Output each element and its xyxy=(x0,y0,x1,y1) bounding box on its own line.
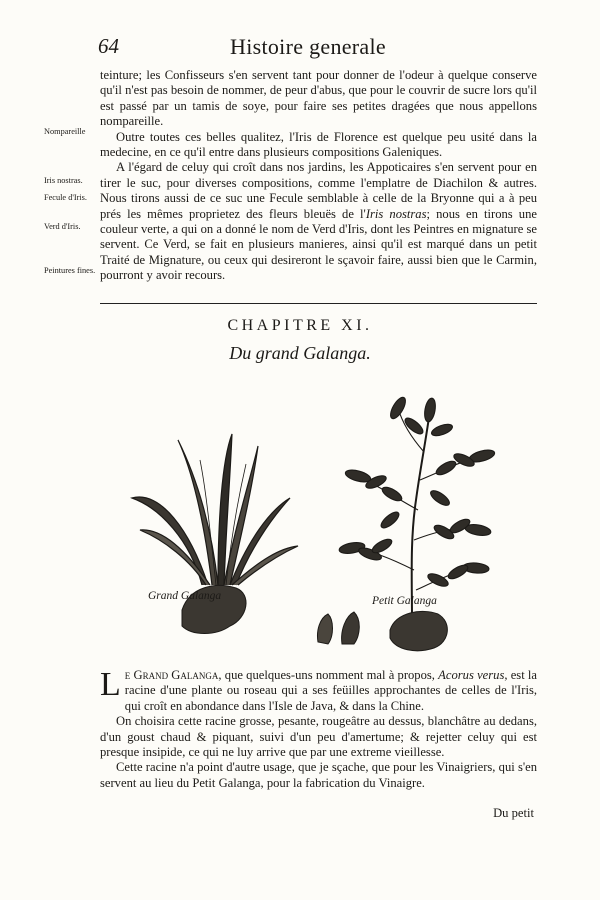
page-number: 64 xyxy=(98,34,119,58)
root-fragment-1 xyxy=(317,614,332,644)
margin-note-iris-nostras: Iris nostras. xyxy=(44,176,83,185)
paragraph-choisira: On choisira cette racine grosse, pesante, rougeâtre au dessus, blanchâtre au dedans, d'un goust chaud & piquant, suivi d'un peu d'amertume; & rejetter celuy qui est presque insipide, ce qui ne luy arrive que par une extreme vieillesse. xyxy=(100,714,537,760)
margin-note-fecule: Fecule d'Iris. xyxy=(44,193,87,202)
petit-galanga-root xyxy=(390,611,447,650)
caption-grand-galanga: Grand Galanga xyxy=(148,590,222,602)
chapter-heading: CHAPITRE XI. xyxy=(227,317,373,334)
section-rule xyxy=(100,303,537,304)
iris-nostras-italic: Iris nostras xyxy=(365,206,427,221)
petit-galanga-plant xyxy=(338,395,496,620)
running-title: Histoire generale xyxy=(230,34,386,59)
caption-petit-galanga: Petit Galanga xyxy=(372,595,437,607)
paragraph-teinture: teinture; les Confisseurs s'en servent tant pour donner de l'odeur à quelque conserve qu'il n'est pas besoin de nommer, de peur d'abus, que pour le couvrir de sucre lors qu'il est passé par un tamis de soye, pour faire ses petites dragées que nous appellons nompareille. xyxy=(100,68,537,129)
root-fragment-2 xyxy=(342,612,360,644)
acorus-verus-italic: Acorus verus xyxy=(438,668,505,682)
drop-cap: L xyxy=(100,666,121,703)
paragraph-grand-galanga: Le Grand Galanga, que quelques-uns nomment mal à propos, Acorus verus, est la racine d'une plante ou roseau qui a ses feüilles approchantes de celles de l'Iris, qui croît en abondance dans l'Isle de Java, & dans la Chine. xyxy=(100,666,537,713)
bottom-text-block xyxy=(100,668,537,791)
grand-galanga-plant xyxy=(132,434,298,585)
galanga-illustration xyxy=(120,380,540,660)
margin-note-nompareille: Nompareille xyxy=(44,127,86,136)
catchword: Du petit xyxy=(493,806,534,820)
paragraph-iris-jardins: A l'égard de celuy qui croît dans nos jardins, les Appoticaires s'en servent pour en tirer le suc, pour diverses compositions, comme l'emplatre de Diachilon & autres. Nous tirons aussi de ce suc une Fecule semblable à celle de la Bryonne qui a à peu prés les mêmes proprietez des fleurs bleuës de l'Iris nostras; nous en tirons une couleur verte, a qui on a donné le nom de Verd d'Iris, dont les Peintres en mignature se servent. Ce Verd, se fait en plusieurs manieres, ainsi qu'il est marqué dans un petit Traité de Mignature, ou ceux qui desireront le sçavoir faire, aussi bien que le Carmin, pourront y avoir recours. xyxy=(100,160,537,283)
paragraph-usage: Cette racine n'a point d'autre usage, que je sçache, que pour les Vinaigriers, qui s'en servent au lieu du Petit Galanga, pour la fabrication du Vinaigre. xyxy=(100,760,537,790)
top-text-block xyxy=(100,68,537,284)
chapter-title: Du grand Galanga. xyxy=(229,343,371,363)
paragraph-iris-florence: Outre toutes ces belles qualitez, l'Iris de Florence est quelque peu usité dans la medecine, en ce qu'il entre dans plusieurs compositions Galeniques. xyxy=(100,129,537,160)
margin-note-peintures: Peintures fines. xyxy=(44,266,96,275)
margin-note-verd: Verd d'Iris. xyxy=(44,222,81,231)
